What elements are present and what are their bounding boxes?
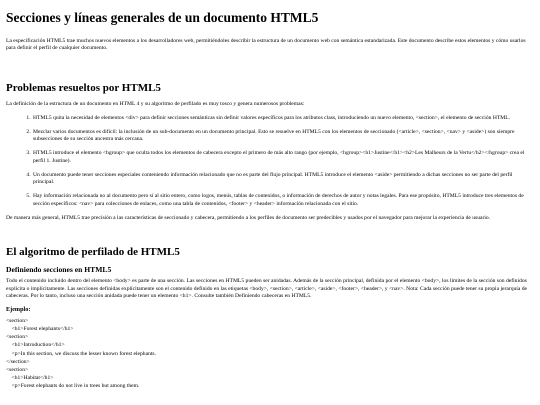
- code-line: <section>: [6, 318, 29, 325]
- intro-paragraph: La especificación HTML5 trae muchos nuevos elementos a los desarrolladores web, permitiéndoles describir la estructura de un documento web con semántica estandarizada. Este documento describe estos elementos y cómo usarlos para definir el perfil de cualquier documento.: [6, 37, 526, 51]
- list-item: 2. Mezclar varios documentos es difícil: la inclusión de un sub-documento en un documento principal. Esto se resuelve en HTML5 con los elementos de seccionado (<article>, <section>, <nav> y <aside>) son siempre subsecciones de su sección ancestra más cercana.: [32, 129, 534, 144]
- code-line: <p>Forest elephants do not live in trees but among them.: [6, 383, 140, 390]
- section-lead-paragraph: La definición de la estructura de un documento en HTML 4 y su algoritmo de perfilado es muy tosco y genera numerosos problemas:: [6, 101, 305, 108]
- section-heading-algorithm: El algoritmo de perfilado de HTML5: [6, 246, 180, 259]
- sections-paragraph: Todo el contenido incluido dentro del elemento <body> es parte de una sección. Las secciones en HTML5 pueden ser anidadas. Además de la sección principal, definida por el elemento <body>, los límites de la sección son definidos explícita o implícitamente. Las secciones definidas explícitamente son el contenido definido en las etiquetas <body>, <section>, <article>, <aside>, <footer>, <header>, y <nav>. Nota: Cada sección puede tener su propia jerarquía de cabeceras. Por lo tanto, incluso una sección anidada puede tener un elemento <h1>. Consulte también Definiendo cabeceras en HTML5.: [6, 278, 528, 299]
- list-item: 5. Hay información relacionada no al documento pero sí al sitio entero, como logos, menús, tablas de contenidos, o información de derechos de autor y notas legales. Para ese propósito, HTML5 introduce tres elementos de sección específicos: <nav> para colecciones de enlaces, como una tabla de contenidos, <footer> y <header> información relacionada con el sitio.: [32, 193, 534, 208]
- code-line: </section>: [6, 358, 30, 365]
- example-label: Ejemplo:: [6, 306, 31, 314]
- code-line: <h1>Forest elephants</h1>: [6, 326, 74, 333]
- code-line: <section>: [6, 334, 29, 341]
- code-line: <h1>Habitat</h1>: [6, 374, 54, 381]
- subsection-heading: Definiendo secciones en HTML5: [6, 265, 112, 275]
- code-line: <p>In this section, we discuss the lesser known forest elephants.: [6, 350, 157, 357]
- section-heading-problems: Problemas resueltos por HTML5: [6, 82, 161, 95]
- closing-paragraph: De manera más general, HTML5 trae precisión a las características de seccionado y cabecera, permitiendo a los perfiles de documento ser predecibles y usados por el navegador para mejorar la experiencia de usuario.: [6, 214, 491, 221]
- list-item: 4. Un documento puede tener secciones especiales conteniendo información relacionado que no es parte del flujo principal. HTML5 introduce el elemento <aside> permitiendo a dichas secciones no ser parte del perfil principal.: [32, 172, 534, 187]
- code-example: [6, 317, 534, 390]
- code-line: <section>: [6, 366, 29, 373]
- list-item: 3. HTML5 introduce el elemento <hgroup> que oculta todos los elementos de cabecera excepto el primero de más alto rango (por ejemplo, <hgroup><h1>Justine</h1><h2>Les Malheurs de la Vertu</h2></hgroup> crea el perfil 1. Justine).: [32, 150, 534, 165]
- page-title: Secciones y líneas generales de un documento HTML5: [6, 10, 319, 25]
- code-line: <h1>Introduction</h1>: [6, 342, 65, 349]
- problems-list: [6, 115, 534, 208]
- list-item: 1. HTML5 quita la necesidad de elementos <div> para definir secciones semánticas sin definir valores específicos para los atributos class, introduciendo un nuevo elemento, <section>, el elemento de sección HTML.: [32, 115, 534, 122]
